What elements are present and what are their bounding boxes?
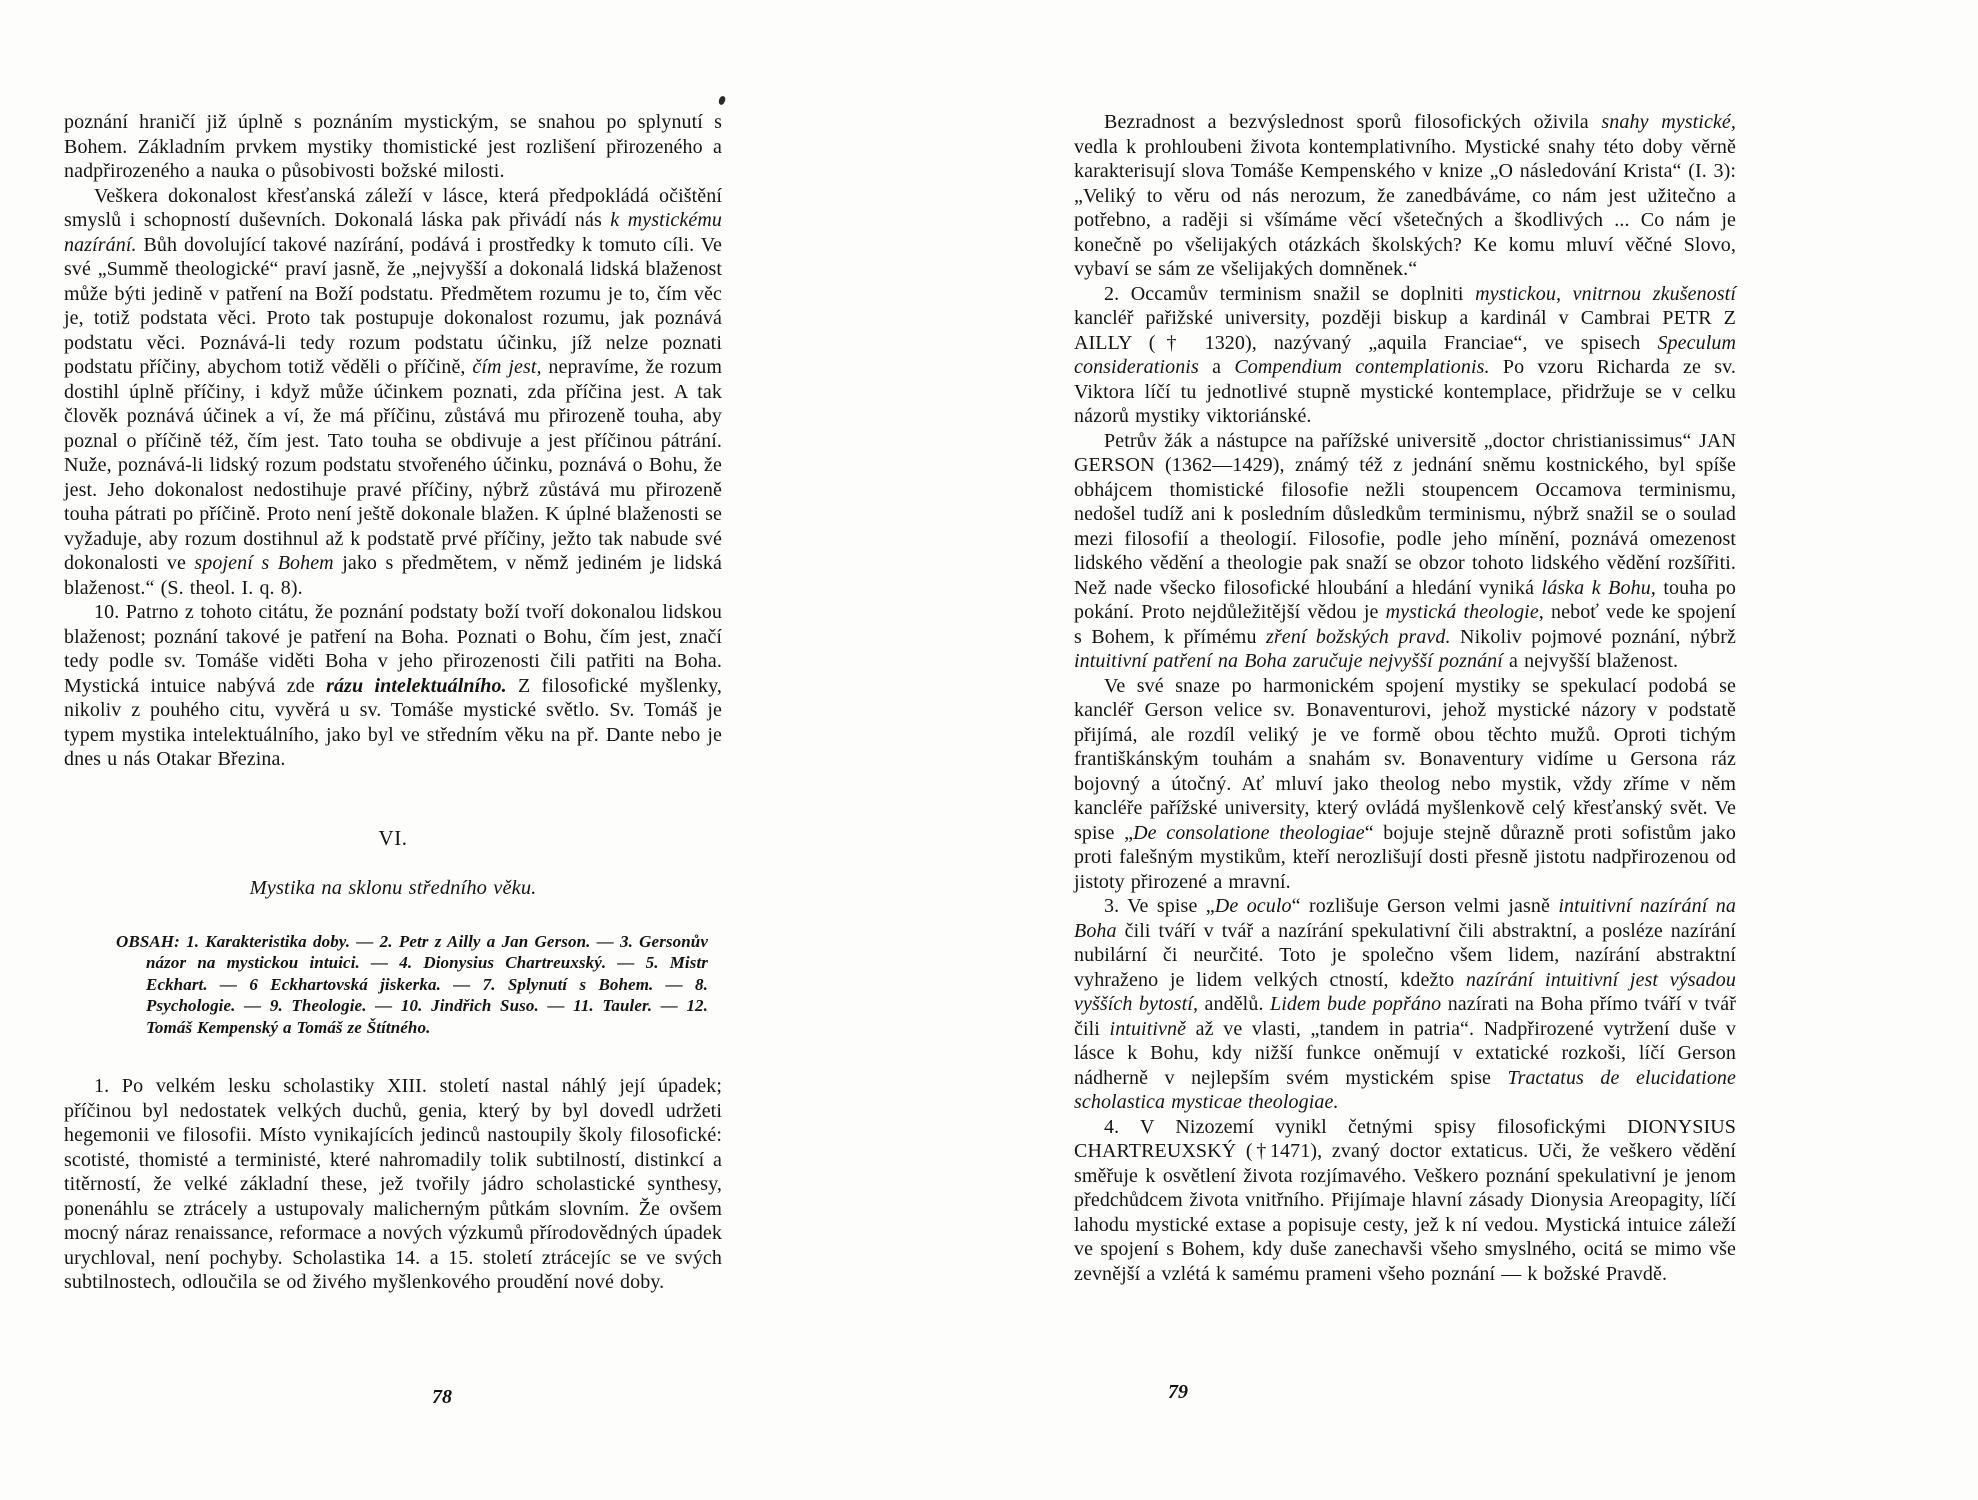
text-run: andělů.	[1198, 993, 1271, 1015]
text-run: láska k Bohu,	[1541, 576, 1656, 599]
page-79-text-column	[1074, 110, 1736, 1286]
text-run: 2. Occamův terminism snažil se doplniti	[1104, 282, 1476, 305]
summary	[116, 931, 708, 1039]
text-run: mystická theologie,	[1385, 601, 1544, 623]
text-run: Lidem bude popřáno	[1270, 993, 1442, 1015]
text-run: De oculo	[1214, 895, 1292, 917]
text-run: k mystickému nazírání.	[64, 209, 722, 256]
text-run: zření božských pravd.	[1265, 625, 1451, 648]
text-run: OBSAH: 1. Karakteristika doby. — 2. Petr z Ailly a Jan Gerson. — 3. Gersonův názor na mystickou intuici. — 4. Dionysius Chartreuxský. — 5. Mistr Eckhart. — 6 Eckhartovská jiskerka. — 7. Splynutí s Bohem. — 8. Psychologie. — 9. Theologie. — 10. Jindřich Suso. — 11. Tauler. — 12. Tomáš Kempenský a Tomáš ze Štítného.	[116, 931, 708, 1037]
text-run: 3. Ve spise „	[1104, 895, 1215, 917]
chapter-number	[64, 826, 722, 851]
text-run: kancléř pařižské university, později biskup a kardinál v Cambrai PETR Z AILLY († 1320), nazývaný „aquila Franciae“, ve spisech	[1074, 307, 1736, 354]
text-run: 4. V Nizozemí vynikl četnými spisy filosofickými DIONYSIUS CHARTREUXSKÝ (†1471), zvaný doctor extaticus. Uči, že veškero vědění směřuje k osvětlení života rozjímavého. Veškero poznání spekulativní je jenom předchůdcem života vnitřního. Přijímaje hlavní zásady Dionysia Areopagity, líčí lahodu mystické extase a popisuje cesty, jež k ní vedou. Mystická intuice záleží ve spojení s Bohem, kdy duše zanechavši všeho smyslného, ocitá se mimo vše zevnější a vzlétá k samému prameni všeho poznání — k božské Pravdě.	[1074, 1115, 1736, 1285]
para	[64, 184, 722, 601]
para	[1074, 1115, 1736, 1287]
text-run: Nikoliv pojmové poznání, nýbrž	[1450, 625, 1736, 648]
text-run: Petrův žák a nástupce na pařížské universitě „doctor christianissimus“ JAN GERSON (1362—1429), známý též z jednání sněmu kostnického, byl spíše obhájcem thomistické filosofie nežli stoupencem Occamova terminismu, nedošel tudíž ani k posledním důsledkům terminismu, nýbrž snažil se o soulad mezi filosofií a theologií. Filosofie, podle jeho mínění, poznává omezenost lidského vědění a theologie pak snaží se obzor tohoto lidského vědění rozšířiti. Než nade všecko filosofické hloubání a hledání vyniká	[1074, 429, 1736, 599]
text-run: Tractatus de elucidatione scholastica mysticae theologiae.	[1074, 1066, 1736, 1113]
text-run: Mystika na sklonu středního věku.	[249, 877, 537, 899]
text-run: čím jest,	[472, 356, 542, 378]
page-78-text-column	[64, 110, 722, 1295]
page-number-left: 78	[432, 1386, 452, 1408]
text-run: poznání hraničí již úplně s poznáním mystickým, se snahou po splynutí s Bohem. Základním prvkem mystiky thomistické jest rozlišení přirozeného a nadpřirozeného a nauka o působivosti božské milosti.	[64, 111, 722, 182]
text-run: spojení s Bohem	[194, 552, 334, 574]
para	[64, 110, 722, 184]
text-run: rázu intelektuálního.	[326, 674, 507, 697]
text-run: Bezradnost a bezvýslednost sporů filosofických oživila	[1104, 111, 1602, 133]
text-run: a nejvyšší blaženost.	[1502, 650, 1679, 672]
text-run: Ve své snaze po harmonickém spojení mystiky se spekulací podobá se kancléř Gerson velice sv. Bonaventurovi, jehož mystické názory v podstatě přijímá, ale rozdíl veliký je ve formě obou těchto mužů. Oproti tichým františkánským touhám a snahám sv. Bonaventury vidíme u Gersona ráz bojovný a útočný. Ať mluví jako theolog nebo mystik, vždy zříme v něm kancléře pařížské university, který ovládá myšlenkově celý křesťanský svět. Ve spise „	[1074, 674, 1736, 844]
text-run: intuitivní nazírání na Boha	[1074, 895, 1736, 942]
text-run: Speculum considerationis	[1074, 331, 1736, 378]
text-run: “ bojuje stejně důrazně proti sofistům jako proti falešným mystikům, kteří nerozlišují dosti přesně jistotu nadpřirozenou od jistoty přirozené a mravní.	[1074, 821, 1736, 893]
text-run: snahy mystické,	[1601, 111, 1736, 133]
text-run: touha po pokání. Proto nejdůležitější vědou je	[1074, 576, 1736, 623]
text-run: 10. Patrno z tohoto citátu, že poznání podstaty boží tvoří dokonalou lidskou blaženost; poznání takové je patření na Boha. Poznati o Bohu, čím jest, značí tedy podle sv. Tomáše viděti Boha v jeho přirozenosti čili patřiti na Boha. Mystická intuice nabývá zde	[64, 601, 722, 697]
para	[1074, 110, 1736, 282]
para	[1074, 894, 1736, 1115]
chapter-title	[64, 876, 722, 901]
text-run: jako s předmětem, v němž jediném je lidská blaženost.“ (S. theol. I. q. 8).	[64, 552, 722, 599]
text-run: neboť vede ke spojení s Bohem, k přímému	[1074, 601, 1736, 648]
text-run: nepravíme, že rozum dostihl úplně příčiny, i když může účinkem poznati, zda příčina jest. A tak člověk poznává účinek a ví, že má příčinu, zůstává mu přirozeně touha, aby poznal o příčině též, čím jest. Tato touha se obdivuje a jest příčinou pátrání. Nuže, poznává-li lidský rozum podstatu stvořeného účinku, poznává o Bohu, že jest. Jeho dokonalost nedostihuje pravé příčiny, nýbrž zůstává mu přirozeně touha pátrati po příčině. Proto není ještě dokonale blažen. K úplné blaženosti se vyžaduje, aby rozum dostihnul až k podstatě prvé příčiny, ježto tak nabude své dokonalosti ve	[64, 356, 722, 574]
para	[1074, 282, 1736, 429]
para	[1074, 429, 1736, 674]
text-run: mystickou, vnitrnou zkušeností	[1475, 282, 1736, 305]
para	[1074, 674, 1736, 895]
text-run: intuitivně	[1109, 1017, 1187, 1040]
text-run: a	[1198, 356, 1235, 378]
text-run: až ve vlasti, „tandem in patria“. Nadpřirozené vytržení duše v lásce k Bohu, kdy nižší funkce oněmují v extatické rozkoši, líčí Gerson nádherně v nejlepším svém mystickém spise	[1074, 1017, 1737, 1089]
text-run: Veškera dokonalost křesťanská záleží v lásce, která předpokládá očištění smyslů i schopností duševních. Dokonalá láska pak přivádí nás	[64, 184, 722, 231]
text-run: Compendium contemplationis.	[1234, 356, 1490, 378]
text-run: nazírati na Boha přímo tváří v tvář čili	[1074, 993, 1736, 1040]
para	[64, 1074, 722, 1295]
text-run: vedla k prohloubeni života kontemplativního. Mystické snahy této doby věrně karakterisují slova Tomáše Kempenského v knize „O následování Krista“ (I. 3): „Veliký to věru od nás nerozum, že zanedbáváme, co nám jest užitečno a potřebno, a raději si všímáme věcí všetečných a škodlivých ... Co nám je konečně po všelijakých otázkách školských? Ke komu mluví věčné Slovo, vybaví se sám ze všelijakých domněnek.“	[1074, 135, 1736, 280]
page-number-right: 79	[1168, 1381, 1188, 1403]
text-run: 1. Po velkém lesku scholastiky XIII. století nastal náhlý její úpadek; příčinou byl nedostatek velkých duchů, genia, který by byl dovedl udržeti hegemonii ve filosofii. Místo vynikajících jedinců nastoupily školy filosofické: scotisté, thomisté a terministé, které nahromadily tolik subtilností, distinkcí a titěrností, že velké základní these, jež tvořily jádro scholastické synthesy, ponenáhlu se ztrácely a ustupovaly malicherným půtkám slovním. Že ovšem mocný náraz renaissance, reformace a nových výzkumů přírodovědných úpadek urychloval, není pochyby. Scholastika 14. a 15. století ztrácejíc se ve svých subtilnostech, odloučila se od živého myšlenkového proudění nové doby.	[64, 1075, 722, 1293]
text-run: “ rozlišuje Gerson velmi jasně	[1291, 895, 1559, 917]
para	[64, 600, 722, 772]
text-run: intuitivní patření na Boha zaručuje nejvyšší poznání	[1074, 650, 1503, 672]
text-run: Po vzoru Richarda ze sv. Viktora líčí tu jednotlivé stupně mystické kontemplace, přidržuje se v celku názorů mystiky viktoriánské.	[1074, 356, 1736, 427]
text-run: čili tváří v tvář a nazírání spekulativní čili abstraktní, a posléze nazírání nubilární či neurčité. Toto je společno všem lidem, nazírání abstraktní vyhraženo je lidem velkých ctností, kdežto	[1074, 919, 1736, 991]
text-run: Bůh dovolující takové nazírání, podává i prostředky k tomuto cíli. Ve své „Summě theologické“ praví jasně, že „nejvyšší a dokonalá lidská blaženost může býti jedině v patření na Boží podstatu. Předmětem rozumu je to, čím věc je, totiž podstata věci. Proto tak postupuje dokonalost rozumu, jak poznává podstatu věci. Poznává-li tedy rozum podstatu účinku, jíž nelze poznati podstatu příčiny, abychom totiž věděli o příčině,	[64, 233, 722, 378]
text-run: De consolatione theologiae	[1133, 821, 1365, 844]
text-run: nazírání intuitivní jest výsadou vyšších bytostí,	[1074, 968, 1736, 1015]
text-run: Z filosofické myšlenky, nikoliv z pouhého citu, vyvěrá u sv. Tomáše mystické světlo. Sv. Tomáš je typem mystika intelektuálního, jako byl ve středním věku na př. Dante nebo je dnes u nás Otakar Březina.	[64, 674, 722, 770]
scan-artifact-dot	[718, 95, 726, 105]
text-run: VI.	[378, 825, 408, 850]
